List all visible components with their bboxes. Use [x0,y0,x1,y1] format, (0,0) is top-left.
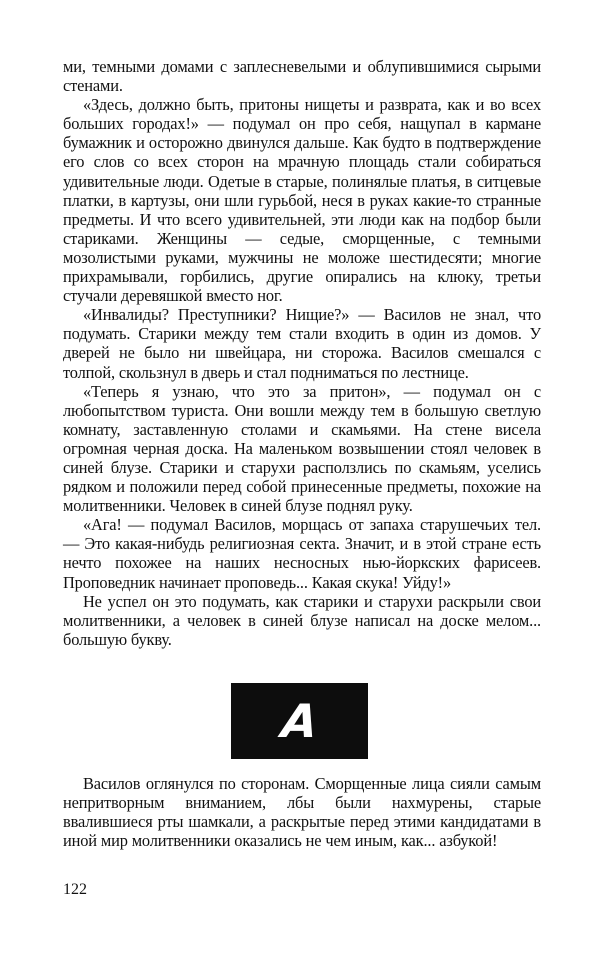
page-number: 122 [63,881,87,898]
paragraph-7: Василов оглянулся по сторонам. Сморщенные лица сияли самым непритворным вниманием, лбы были нахмурены, старые ввалившиеся рты шамкали, а раскрытые перед этими кандидатами в иной мир молитвенники оказались не чем иным, как... азбукой! [63,774,541,851]
paragraph-5: «Ага! — подумал Василов, морщась от запаха старушечьих тел. — Это какая-нибудь религиозная секта. Значит, и в этой стране есть нечто похожее на наших несносных нью-йоркских фарисеев. Проповедник начинает проповедь... Какая скука! Уйду!» [63,515,541,592]
paragraph-6: Не успел он это подумать, как старики и старухи раскрыли свои молитвенники, а человек в синей блузе написал на доске мелом... большую букву. [63,591,541,649]
paragraph-2: «Здесь, должно быть, притоны нищеты и разврата, как и во всех больших городах!» — подумал он про себя, нащупал в кармане бумажник и осторожно двинулся дальше. Как будто в подтверждение его слов со всех сторон на мрачную площадь стали собираться удивительные люди. Одетые в старые, полинялые платья, в ситцевые платки, в картузы, они шли гурьбой, неся в руках какие-то странные предметы. И что всего удивительней, эти люди как на подбор были стариками. Женщины — седые, сморщенные, с темными мозолистыми руками, мужчины не моложе шестидесяти; многие прихрамывали, горбились, другие опирались на клюку, третьи стучали деревяшкой вместо ног. [63,95,541,306]
paragraph-4: «Теперь я узнаю, что это за притон», — подумал он с любопытством туриста. Они вошли между тем в большую светлую комнату, заставленную столами и скамьями. На стене висела огромная черная доска. На маленьком возвышении стоял человек в синей блузе. Старики и старухи расползлись по скамьям, уселись рядком и положили перед собой принесенные предметы, похожие на молитвенники. Человек в синей блузе поднял руку. [63,381,541,516]
paragraph-3: «Инвалиды? Преступники? Нищие?» — Василов не знал, что подумать. Старики между тем стали входить в один из домов. У дверей не было ни швейцара, ни сторожа. Василов смешался с толпой, скользнул в дверь и стал подниматься по лестнице. [63,305,541,382]
main-text-block [63,57,541,649]
closing-text-block [63,774,541,850]
letter-a-illustration [231,683,368,759]
emblem-letter: A [278,694,321,748]
paragraph-1: ми, темными домами с заплесневелыми и облупившимися сырыми стенами. [63,57,541,96]
